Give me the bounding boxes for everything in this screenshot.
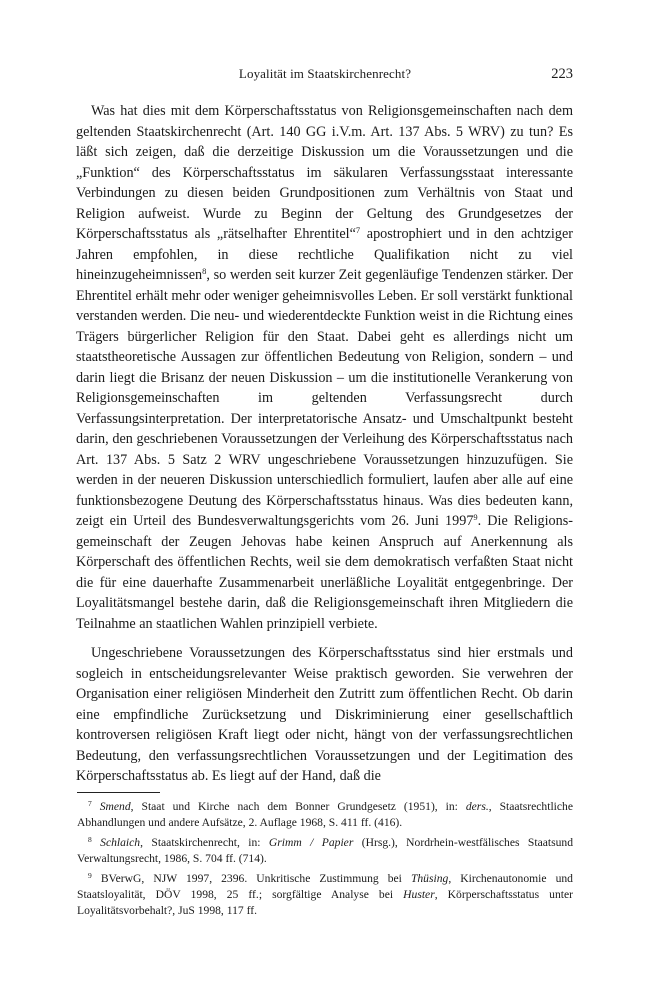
running-title: Loyalität im Staatskirchenrecht?	[238, 66, 412, 81]
paragraph-1-part-4: . Die Religionsgemeinschaft der Zeugen Jehovas habe keinen Anspruch auf Anerkennung als Körperschaft des öffentlichen Rechts, weil sie dem demokratisch verfaßten Staat nicht die für eine dauerhafte Zusammenarbeit unerläßliche Loyalität entgegenbringe. Der Loyalitätsmangel bestehe darin, daß die Religionsgemeinschaft ihren Mitgliedern die Teilnahme an staatlichen Wahlen prinzipiell verbiete.	[76, 513, 574, 632]
footnote-number: 7	[88, 799, 92, 808]
footnote-ref-7: 7	[355, 225, 361, 235]
footnote-ref-9: 9	[473, 512, 478, 522]
footnote-number: 8	[88, 834, 92, 844]
footnote-author: Schlaich	[100, 835, 141, 849]
footnote-text: , Kirchenautonomie und Staatsloyalität, DÖV 1998, 25 ff.; sorgfältige Analyse bei	[77, 871, 573, 902]
paragraph-1-part-3: , so werden seit kurzer Zeit gegenläufige Tendenzen stärker. Der Ehrentitel erhält mehr oder weniger geheimnisvolles Leben. Er soll verstärkt funktional verstanden werden. Die neu- und wiederentdeckte Funktion weist in die Richtung eines Trägers bürgerlicher Religion für den Staat. Dabei geht es allerdings nicht um staatstheoretische Aussagen zur öffentlichen Bedeutung von Religion, sondern – und darin liegt die Brisanz der neuen Diskussion – um die institutionelle Verankerung von Religionsgemeinschaften im geltenden Verfassungsrecht durch Verfassungsinterpretation. Der interpretatorische Ansatz- und Umschaltpunkt besteht darin, den geschriebenen Voraussetzungen der Verleihung des Körperschaftsstatus nach Art. 137 Abs. 5 Satz 2 WRV ungeschriebene Voraussetzungen hinzuzufügen. Sie werden in der neueren Diskussion unterschiedlich formuliert, laufen aber alle auf eine funktionsbezogene Deutung des Körperschaftsstatus hinaus. Was dies bedeuten kann, zeigt ein Urteil des Bundesverwaltungsgerichts vom 26. Juni 1997	[76, 267, 573, 529]
paragraph-1-part-1: Was hat dies mit dem Körperschaftsstatus von Religionsgemeinschaften nach dem geltenden Staatskirchenrecht (Art. 140 GG i.V.m. Art. 137 Abs. 5 WRV) zu tun? Es läßt sich zeigen, daß die derzeitige Diskussion um die Voraussetzungen und die „Funktion“ des Körperschaftsstatus im säkularen Verfassungsstaat interessante Verbindungen zu diesen beiden Grundpositionen zum Verhältnis von Staat und Religion aufweist. Wurde zu Beginn der Geltung des Grundgesetzes der Körperschaftsstatus als „rätselhafter Ehrentitel“	[76, 103, 573, 242]
footnote-text: , Staatskirchenrecht, in:	[140, 835, 269, 849]
footnote-text: BVerwG, NJW 1997, 2396. Unkritische Zustimmung bei	[100, 871, 411, 885]
paragraph-1-part-2: apostrophiert und in den achtziger Jahren empfohlen, in diese rechtliche Qualifikation nicht zu viel hineinzugeheimnissen	[76, 226, 573, 283]
footnote-ref-8: 8	[202, 266, 207, 276]
body-text	[76, 101, 573, 787]
paragraph-1	[76, 101, 573, 634]
footnote-text: , Staat und Kirche nach dem Bonner Grundgesetz (1951), in:	[130, 800, 466, 813]
footnotes	[77, 799, 573, 923]
footnote-author: Huster	[403, 888, 435, 902]
paragraph-2: Ungeschriebene Voraussetzungen des Körperschaftsstatus sind hier erstmals und sogleich in entscheidungsrelevanter Weise praktisch geworden. Sie verwehren der Organisation einer religiösen Minderheit den Zutritt zum öffentlichen Recht. Ob darin eine empfindliche Zurücksetzung und Diskriminierung einer gesellschaftlich kontroversen religiösen Kraft liegt oder nicht, hängt von der verfassungsrechtlichen Bedeutung, den verfassungsrechtlichen Voraussetzungen und der Legitimation des Körperschaftsstatus ab. Es liegt auf der Hand, daß die	[76, 645, 573, 784]
footnote-number: 9	[88, 870, 92, 880]
page-number: 223	[551, 66, 573, 82]
footnote-8	[77, 835, 573, 868]
footnote-text: , Körperschaftsstatus unter Loyalitätsvorbehalt?, JuS 1998, 117 ff.	[77, 888, 573, 918]
footnote-text: , Staatsrechtliche Abhandlungen und andere Aufsätze, 2. Auflage 1968, S. 411 ff. (416).	[77, 800, 573, 830]
footnote-7	[77, 799, 573, 832]
running-header	[77, 66, 573, 86]
footnote-author: Thüsing	[410, 871, 449, 885]
footnote-author: Smend	[99, 800, 131, 813]
footnote-9	[77, 871, 573, 920]
footnote-text: (Hrsg.), Nordrhein-westfälisches Staatsund Verwaltungsrecht, 1986, S. 704 ff. (714).	[77, 835, 573, 866]
footnote-ders: ders.	[465, 800, 489, 813]
footnote-editors: Grimm / Papier	[268, 835, 354, 849]
footnote-separator	[77, 792, 160, 793]
